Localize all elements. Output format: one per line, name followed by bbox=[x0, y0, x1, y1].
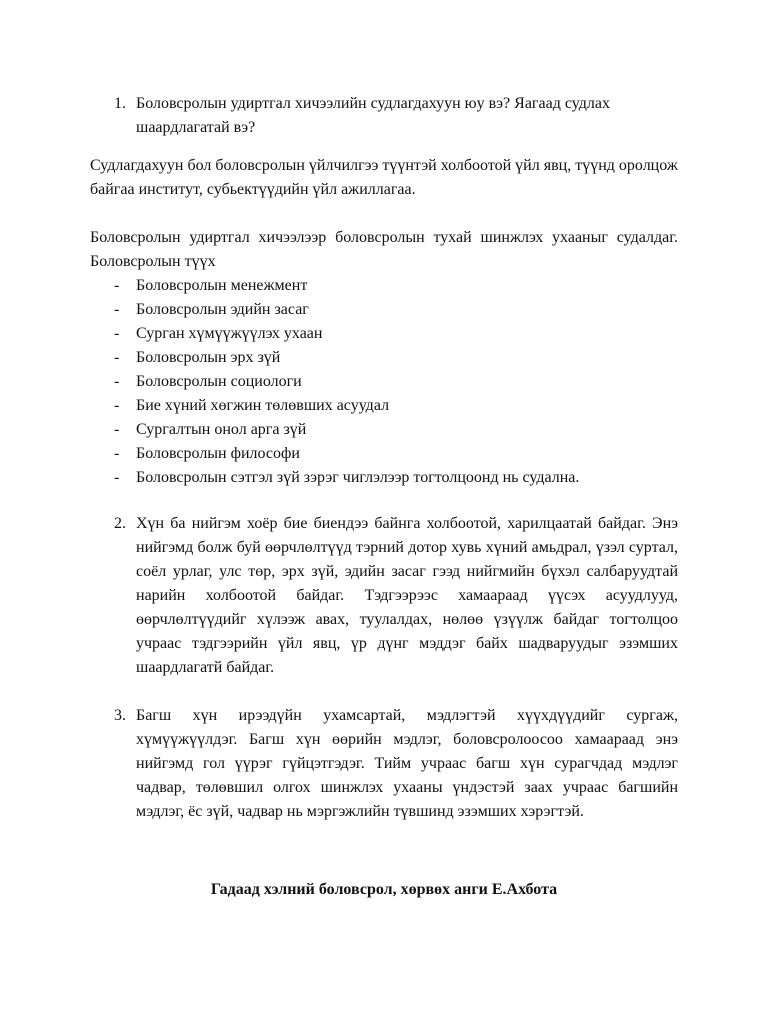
question-2 bbox=[90, 512, 678, 680]
question-3 bbox=[90, 704, 678, 824]
list-item: - Сургалтын онол арга зүй bbox=[114, 421, 307, 438]
list-item: - Боловсролын эдийн засаг bbox=[114, 301, 309, 318]
question-1-text: Боловсролын удиртгал хичээлийн судлагдахуун юу вэ? Яагаад судлах шаардлагатай вэ? bbox=[136, 95, 610, 136]
question-3-number: 3. bbox=[114, 707, 126, 724]
question-3-text: Багш хүн ирээдүйн ухамсартай, мэдлэгтэй хүүхдүүдийг сургаж, хүмүүжүүлдэг. Багш хүн өөрийн мэдлэг, боловсролоосоо хамаараад энэ нийгэмд гол үүрэг гүйцэтгэдэг. Тийм учраас багш хүн сурагчдад мэдлэг чадвар, төлөвшил олгох шинжлэх ухааны үндэстэй заах учраас багшийн мэдлэг, ёс зүй, чадвар нь мэргэжлийн түвшинд эзэмших хэрэгтэй. bbox=[136, 707, 678, 820]
list-item: - Сурган хүмүүжүүлэх ухаан bbox=[114, 325, 323, 342]
list-item: - Боловсролын философи bbox=[114, 445, 300, 462]
list-item: - Боловсролын эрх зүй bbox=[114, 349, 281, 366]
answer-1-paragraph-2: Боловсролын удиртгал хичээлээр боловсролын тухай шинжлэх ухааныг судалдаг. Боловсролын түүх bbox=[90, 229, 678, 270]
question-2-text: Хүн ба нийгэм хоёр бие биендээ байнга холбоотой, харилцаатай байдаг. Энэ нийгэмд болж буй өөрчлөлтүүд тэрний дотор хувь хүний амьдрал, үзэл суртал, соёл урлаг, улс төр, эрх зүй, эдийн засаг гээд нийгмийн бүхэл салбаруудтай нарийн холбоотой байдаг. Тэдгээрээс хамаараад үүсэх асуудлууд, өөрчлөлтүүдийг хүлээж авах, туулалдах, нөлөө үзүүлж байдаг тогтолцоо учраас тэдгээрийн үйл явц, үр дүнг мэддэг байх шадваруудыг эзэмших шаардлагатй байдаг. bbox=[136, 515, 678, 676]
list-item: - Боловсролын социологи bbox=[114, 373, 302, 390]
question-1-number: 1. bbox=[114, 95, 126, 112]
list-item: - Боловсролын менежмент bbox=[114, 277, 308, 294]
subject-list bbox=[90, 274, 678, 490]
list-item: - Бие хүний хөгжин төлөвших асуудал bbox=[114, 397, 390, 414]
question-2-number: 2. bbox=[114, 515, 126, 532]
list-item: - Боловсролын сэтгэл зүй зэрэг чиглэлээр тогтолцоонд нь судална. bbox=[114, 469, 580, 486]
answer-1-paragraph-1: Судлагдахуун бол боловсролын үйлчилгээ түүнтэй холбоотой үйл явц, түүнд оролцож байгаа институт, субьектүүдийн үйл ажиллагаа. bbox=[90, 157, 678, 198]
question-1 bbox=[90, 92, 678, 140]
author-line: Гадаад хэлний боловсрол, хөрвөх анги Е.Ахбота bbox=[210, 881, 558, 898]
